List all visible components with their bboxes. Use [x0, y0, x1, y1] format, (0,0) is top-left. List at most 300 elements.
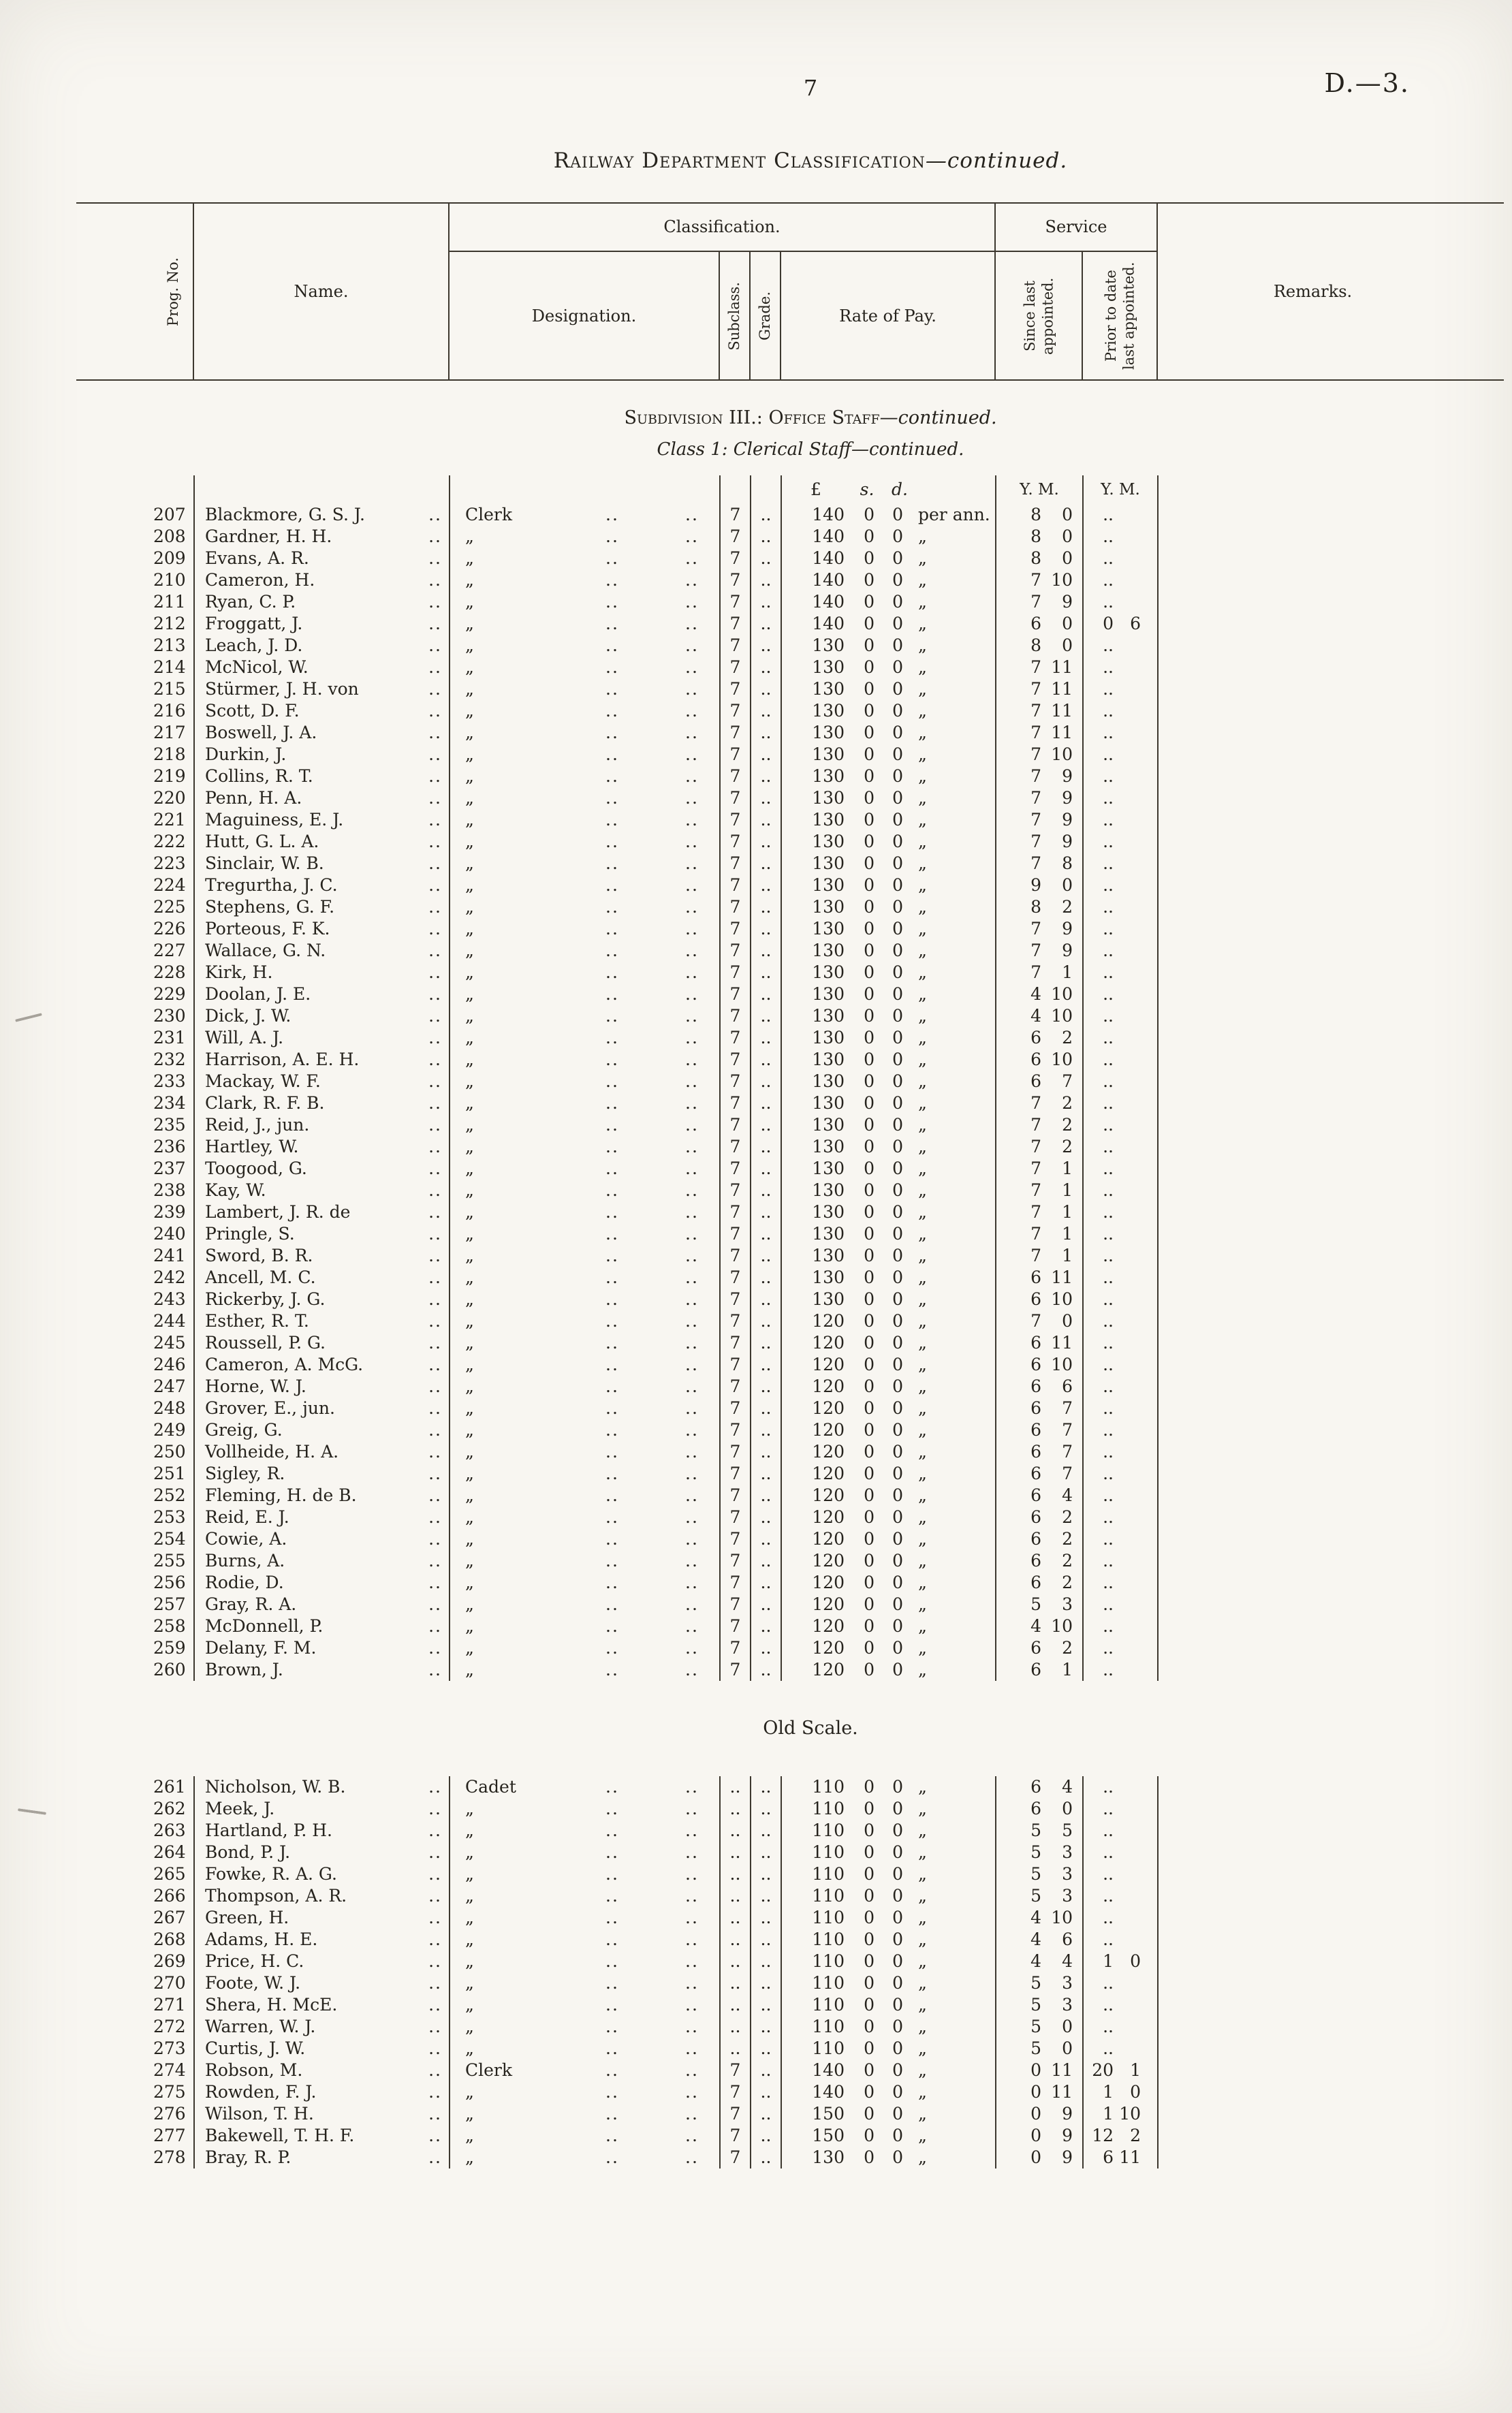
name-cell — [194, 1485, 450, 1507]
since-appointed-cell — [996, 744, 1083, 766]
prog-no-cell: 219 — [153, 766, 194, 787]
dot-leader: .. — [605, 1908, 619, 1927]
pay-per-annum: „ — [918, 1158, 927, 1178]
prior-appointed-cell — [1083, 591, 1158, 613]
prog-no-cell: 230 — [153, 1005, 194, 1027]
pay-shillings: 0 — [864, 962, 875, 982]
subclass-cell: 7 — [720, 2147, 751, 2168]
since-months: 2 — [1062, 1028, 1073, 1047]
pay-pounds: 110 — [812, 1886, 845, 1906]
designation-cell — [450, 1005, 720, 1027]
since-years: 5 — [1030, 2017, 1041, 2036]
name-cell — [194, 1550, 450, 1572]
prior-months: 6 — [1130, 614, 1141, 633]
designation-cell — [450, 1398, 720, 1419]
prior-appointed-cell — [1083, 1441, 1158, 1463]
prog-no-cell: 278 — [153, 2147, 194, 2168]
since-appointed-cell — [996, 2103, 1083, 2125]
designation: „ — [465, 853, 474, 873]
since-appointed-cell — [996, 1136, 1083, 1158]
since-years: 7 — [1030, 1246, 1041, 1265]
subclass-cell: .. — [720, 1776, 751, 1798]
rate-of-pay-cell — [781, 1071, 996, 1092]
subclass-cell: 7 — [720, 1594, 751, 1615]
name-cell — [194, 548, 450, 569]
grade-cell: .. — [751, 591, 781, 613]
name-cell — [194, 1376, 450, 1398]
prog-no-cell: 275 — [153, 2081, 194, 2103]
dot-leader: .. — [428, 1202, 442, 1222]
since-years: 7 — [1030, 1093, 1041, 1113]
dot-leader: .. — [428, 2147, 442, 2167]
rate-of-pay-cell — [781, 1441, 996, 1463]
designation: „ — [465, 1137, 474, 1156]
since-months: 3 — [1062, 1842, 1073, 1862]
pence-abbrev: d. — [892, 479, 908, 499]
name-cell — [194, 613, 450, 635]
pay-pounds: 130 — [812, 723, 845, 742]
pay-shillings: 0 — [864, 1638, 875, 1658]
pay-pounds: 120 — [812, 1551, 845, 1571]
since-months: 9 — [1062, 766, 1073, 786]
pay-pounds: 120 — [812, 1355, 845, 1374]
name-cell — [194, 1419, 450, 1441]
dot-leader: .. — [605, 1115, 619, 1135]
dot-leader: .. — [428, 1442, 442, 1462]
pay-shillings: 0 — [864, 1202, 875, 1222]
name-cell — [194, 809, 450, 831]
pay-per-annum: „ — [918, 1071, 927, 1091]
since-years: 0 — [1030, 2126, 1041, 2145]
grade-cell: .. — [751, 526, 781, 548]
since-appointed-cell — [996, 918, 1083, 940]
prog-no-cell: 260 — [153, 1659, 194, 1681]
prior-years: .. — [1103, 723, 1114, 742]
pay-pence: 0 — [892, 2104, 903, 2124]
table-row — [153, 1798, 1468, 1820]
subclass-cell: 7 — [720, 1180, 751, 1201]
pay-pence: 0 — [892, 1398, 903, 1418]
since-years: 7 — [1030, 1224, 1041, 1244]
since-months: 10 — [1051, 744, 1073, 764]
prior-appointed-cell — [1083, 1376, 1158, 1398]
prog-no-cell: 268 — [153, 1929, 194, 1951]
name-cell — [194, 1842, 450, 1863]
units-empty — [450, 475, 720, 504]
subclass-label: Subclass. — [726, 281, 743, 351]
person-name: Foote, W. J. — [205, 1973, 301, 1993]
pay-per-annum: „ — [918, 1093, 927, 1113]
rate-of-pay-cell — [781, 1354, 996, 1376]
since-months: 11 — [1051, 1267, 1073, 1287]
table-row — [153, 2147, 1468, 2168]
pay-pence: 0 — [892, 635, 903, 655]
prior-years: .. — [1103, 1420, 1114, 1440]
prog-no-cell: 229 — [153, 983, 194, 1005]
prog-no-cell: 241 — [153, 1245, 194, 1267]
pay-pence: 0 — [892, 1028, 903, 1047]
prior-years: 1 — [1103, 2104, 1114, 2124]
remarks-cell — [1158, 1245, 1468, 1267]
dot-leader: .. — [685, 701, 699, 721]
pay-pence: 0 — [892, 1864, 903, 1884]
since-appointed-cell — [996, 613, 1083, 635]
person-name: Gardner, H. H. — [205, 526, 332, 546]
designation: „ — [465, 1660, 474, 1679]
subclass-cell: 7 — [720, 918, 751, 940]
subclass-cell: 7 — [720, 1550, 751, 1572]
prior-years: .. — [1103, 1777, 1114, 1797]
pay-pounds: 130 — [812, 1071, 845, 1091]
rate-of-pay-cell — [781, 853, 996, 874]
prior-appointed-cell — [1083, 1354, 1158, 1376]
since-appointed-cell — [996, 1659, 1083, 1681]
designation: „ — [465, 875, 474, 895]
dot-leader: .. — [428, 2126, 442, 2145]
person-name: Stürmer, J. H. von — [205, 679, 359, 699]
page-title — [153, 148, 1468, 173]
designation-cell — [450, 1071, 720, 1092]
dot-leader: .. — [428, 1376, 442, 1396]
remarks-cell — [1158, 1972, 1468, 1994]
prog-no-cell: 267 — [153, 1907, 194, 1929]
remarks-cell — [1158, 1180, 1468, 1201]
remarks-cell — [1158, 1376, 1468, 1398]
rate-of-pay-cell — [781, 1528, 996, 1550]
pay-pounds: 130 — [812, 2147, 845, 2167]
since-years: 5 — [1030, 1864, 1041, 1884]
pay-pence: 0 — [892, 2038, 903, 2058]
remarks-cell — [1158, 1223, 1468, 1245]
dot-leader: .. — [428, 875, 442, 895]
dot-leader: .. — [605, 1616, 619, 1636]
pay-per-annum: „ — [918, 1333, 927, 1353]
table-row — [153, 1615, 1468, 1637]
dot-leader: .. — [605, 1507, 619, 1527]
name-cell — [194, 2125, 450, 2147]
pay-pence: 0 — [892, 1529, 903, 1549]
prog-no-cell: 250 — [153, 1441, 194, 1463]
designation-cell — [450, 1572, 720, 1594]
subclass-cell: 7 — [720, 1615, 751, 1637]
prog-no-cell: 255 — [153, 1550, 194, 1572]
prior-appointed-cell — [1083, 1907, 1158, 1929]
person-name: Ancell, M. C. — [205, 1267, 316, 1287]
dot-leader: .. — [428, 1485, 442, 1505]
person-name: Roussell, P. G. — [205, 1333, 326, 1353]
dot-leader: .. — [605, 2126, 619, 2145]
prior-years: .. — [1103, 1355, 1114, 1374]
rate-of-pay-cell — [781, 1929, 996, 1951]
dot-leader: .. — [428, 1908, 442, 1927]
pay-pounds: 130 — [812, 635, 845, 655]
table-row — [153, 1659, 1468, 1681]
pay-pounds: 120 — [812, 1485, 845, 1505]
remarks-cell — [1158, 1310, 1468, 1332]
since-months: 11 — [1051, 657, 1073, 677]
prior-appointed-cell — [1083, 1594, 1158, 1615]
pay-per-annum: „ — [918, 1137, 927, 1156]
since-months: 11 — [1051, 2082, 1073, 2102]
pay-pounds: 110 — [812, 1820, 845, 1840]
since-years: 0 — [1030, 2060, 1041, 2080]
name-cell — [194, 1158, 450, 1180]
remarks-cell — [1158, 940, 1468, 962]
table-row — [153, 657, 1468, 678]
table-row — [153, 1820, 1468, 1842]
designation: „ — [465, 744, 474, 764]
pay-shillings: 0 — [864, 1929, 875, 1949]
prior-appointed-cell — [1083, 1310, 1158, 1332]
prior-years: .. — [1103, 1507, 1114, 1527]
person-name: Nicholson, W. B. — [205, 1777, 346, 1797]
name-cell — [194, 1289, 450, 1310]
pay-pounds: 140 — [812, 2082, 845, 2102]
designation-cell — [450, 1201, 720, 1223]
dot-leader: .. — [428, 614, 442, 633]
since-years: 5 — [1030, 1995, 1041, 2015]
table-row — [153, 918, 1468, 940]
dot-leader: .. — [685, 941, 699, 960]
dot-leader: .. — [605, 1864, 619, 1884]
prior-appointed-cell — [1083, 2081, 1158, 2103]
pay-per-annum: „ — [918, 1777, 927, 1797]
pay-shillings: 0 — [864, 1158, 875, 1178]
subclass-cell: .. — [720, 1907, 751, 1929]
pay-shillings: 0 — [864, 657, 875, 677]
name-cell — [194, 1245, 450, 1267]
since-years: 5 — [1030, 1594, 1041, 1614]
dot-leader: .. — [685, 2104, 699, 2124]
pay-pence: 0 — [892, 505, 903, 524]
since-months: 0 — [1062, 548, 1073, 568]
since-appointed-cell — [996, 1376, 1083, 1398]
pay-pence: 0 — [892, 701, 903, 721]
since-appointed-cell — [996, 1507, 1083, 1528]
table-row — [153, 1049, 1468, 1071]
pay-pence: 0 — [892, 2017, 903, 2036]
prior-appointed-cell — [1083, 744, 1158, 766]
name-cell — [194, 1310, 450, 1332]
dot-leader: .. — [685, 1529, 699, 1549]
pay-pounds: 110 — [812, 1995, 845, 2015]
dot-leader: .. — [685, 1246, 699, 1265]
subclass-cell: 7 — [720, 1659, 751, 1681]
dot-leader: .. — [685, 1951, 699, 1971]
remarks-cell — [1158, 526, 1468, 548]
since-months: 2 — [1062, 1507, 1073, 1527]
since-years: 8 — [1030, 897, 1041, 917]
dot-leader: .. — [685, 1355, 699, 1374]
person-name: Porteous, F. K. — [205, 919, 330, 939]
prog-no-cell: 249 — [153, 1419, 194, 1441]
prior-years: .. — [1103, 701, 1114, 721]
pay-per-annum: „ — [918, 2082, 927, 2102]
dot-leader: .. — [685, 744, 699, 764]
pay-pence: 0 — [892, 1093, 903, 1113]
grade-cell: .. — [751, 1994, 781, 2016]
prior-years: .. — [1103, 1485, 1114, 1505]
pay-shillings: 0 — [864, 723, 875, 742]
since-years: 7 — [1030, 1115, 1041, 1135]
table-row — [153, 874, 1468, 896]
grade-cell: .. — [751, 1615, 781, 1637]
since-appointed-cell — [996, 2125, 1083, 2147]
dot-leader: .. — [685, 679, 699, 699]
table-row — [153, 1572, 1468, 1594]
rate-of-pay-cell — [781, 569, 996, 591]
since-years: 4 — [1030, 1951, 1041, 1971]
since-months: 1 — [1062, 1246, 1073, 1265]
designation: „ — [465, 1638, 474, 1658]
designation: „ — [465, 810, 474, 830]
name-cell — [194, 983, 450, 1005]
prior-appointed-cell — [1083, 2038, 1158, 2060]
dot-leader: .. — [428, 1333, 442, 1353]
pay-per-annum: „ — [918, 875, 927, 895]
since-appointed-cell — [996, 983, 1083, 1005]
table-row — [153, 1507, 1468, 1528]
rate-of-pay-cell — [781, 809, 996, 831]
subclass-cell: 7 — [720, 1398, 751, 1419]
rate-of-pay-cell — [781, 1659, 996, 1681]
prior-appointed-cell — [1083, 983, 1158, 1005]
name-cell — [194, 635, 450, 657]
since-months: 10 — [1051, 984, 1073, 1004]
since-appointed-label: Since last appointed. — [1021, 277, 1056, 355]
dot-leader: .. — [428, 1799, 442, 1818]
prior-appointed-cell — [1083, 526, 1158, 548]
prior-appointed-cell — [1083, 1419, 1158, 1441]
since-months: 10 — [1051, 1616, 1073, 1636]
person-name: Greig, G. — [205, 1420, 283, 1440]
pay-pounds: 120 — [812, 1507, 845, 1527]
prog-no-cell: 223 — [153, 853, 194, 874]
prog-no-cell: 212 — [153, 613, 194, 635]
pay-shillings: 0 — [864, 810, 875, 830]
dot-leader: .. — [685, 832, 699, 851]
name-cell — [194, 2016, 450, 2038]
prior-appointed-cell — [1083, 2103, 1158, 2125]
prog-no-cell: 269 — [153, 1951, 194, 1972]
prog-no-cell: 208 — [153, 526, 194, 548]
remarks-cell — [1158, 1158, 1468, 1180]
subclass-cell: .. — [720, 1820, 751, 1842]
classification-table — [153, 475, 1468, 2168]
name-cell — [194, 1885, 450, 1907]
dot-leader: .. — [685, 1202, 699, 1222]
prior-years: .. — [1103, 1551, 1114, 1571]
pay-per-annum: „ — [918, 1485, 927, 1505]
dot-leader: .. — [605, 1995, 619, 2015]
prior-years: .. — [1103, 832, 1114, 851]
name-cell — [194, 1201, 450, 1223]
pay-pence: 0 — [892, 984, 903, 1004]
dot-leader: .. — [605, 1398, 619, 1418]
rate-of-pay-cell — [781, 1245, 996, 1267]
since-appointed-cell — [996, 896, 1083, 918]
dot-leader: .. — [428, 1973, 442, 1993]
prog-no-cell: 231 — [153, 1027, 194, 1049]
remarks-cell — [1158, 1798, 1468, 1820]
grade-cell: .. — [751, 1049, 781, 1071]
dot-leader: .. — [685, 2038, 699, 2058]
designation: „ — [465, 2017, 474, 2036]
dot-leader: .. — [428, 2104, 442, 2124]
table-row — [153, 1776, 1468, 1798]
since-appointed-cell — [996, 831, 1083, 853]
since-months: 2 — [1062, 1137, 1073, 1156]
remarks-cell — [1158, 1659, 1468, 1681]
pay-pence: 0 — [892, 592, 903, 612]
pay-per-annum: per ann. — [918, 505, 990, 524]
since-years: 7 — [1030, 788, 1041, 808]
dot-leader: .. — [428, 548, 442, 568]
pay-per-annum: „ — [918, 1995, 927, 2015]
designation-cell — [450, 831, 720, 853]
grade-cell: .. — [751, 504, 781, 526]
rate-of-pay-cell — [781, 1114, 996, 1136]
since-years: 6 — [1030, 1289, 1041, 1309]
since-years: 6 — [1030, 1442, 1041, 1462]
since-appointed-cell — [996, 853, 1083, 874]
pay-pence: 0 — [892, 1551, 903, 1571]
name-cell — [194, 569, 450, 591]
since-months: 7 — [1062, 1071, 1073, 1091]
since-months: 1 — [1062, 1202, 1073, 1222]
rate-of-pay-cell — [781, 1027, 996, 1049]
since-appointed-cell — [996, 1201, 1083, 1223]
since-appointed-cell — [996, 1158, 1083, 1180]
designation-cell — [450, 787, 720, 809]
pay-shillings: 0 — [864, 1050, 875, 1069]
designation: „ — [465, 570, 474, 590]
designation: „ — [465, 723, 474, 742]
dot-leader: .. — [605, 1951, 619, 1971]
dot-leader: .. — [685, 1777, 699, 1797]
designation-cell — [450, 1092, 720, 1114]
table-row — [153, 678, 1468, 700]
dot-leader: .. — [685, 505, 699, 524]
table-row — [153, 962, 1468, 983]
prior-appointed-cell — [1083, 1071, 1158, 1092]
prior-appointed-cell — [1083, 1615, 1158, 1637]
pay-pence: 0 — [892, 832, 903, 851]
dot-leader: .. — [428, 1224, 442, 1244]
since-appointed-cell — [996, 1267, 1083, 1289]
since-months: 10 — [1051, 1050, 1073, 1069]
prior-years: .. — [1103, 919, 1114, 939]
rate-of-pay-cell — [781, 1885, 996, 1907]
pay-shillings: 0 — [864, 592, 875, 612]
person-name: Boswell, J. A. — [205, 723, 317, 742]
since-years: 0 — [1030, 2082, 1041, 2102]
designation: „ — [465, 1333, 474, 1353]
rate-of-pay-cell — [781, 918, 996, 940]
designation-cell — [450, 678, 720, 700]
prog-no-cell: 273 — [153, 2038, 194, 2060]
subclass-cell: .. — [720, 2038, 751, 2060]
prog-no-cell: 218 — [153, 744, 194, 766]
table-row — [153, 613, 1468, 635]
dot-leader: .. — [428, 1573, 442, 1592]
prior-years: .. — [1103, 635, 1114, 655]
designation-cell — [450, 1507, 720, 1528]
prior-years: .. — [1103, 788, 1114, 808]
pay-pounds: 120 — [812, 1573, 845, 1592]
designation-cell — [450, 1820, 720, 1842]
remarks-cell — [1158, 918, 1468, 940]
